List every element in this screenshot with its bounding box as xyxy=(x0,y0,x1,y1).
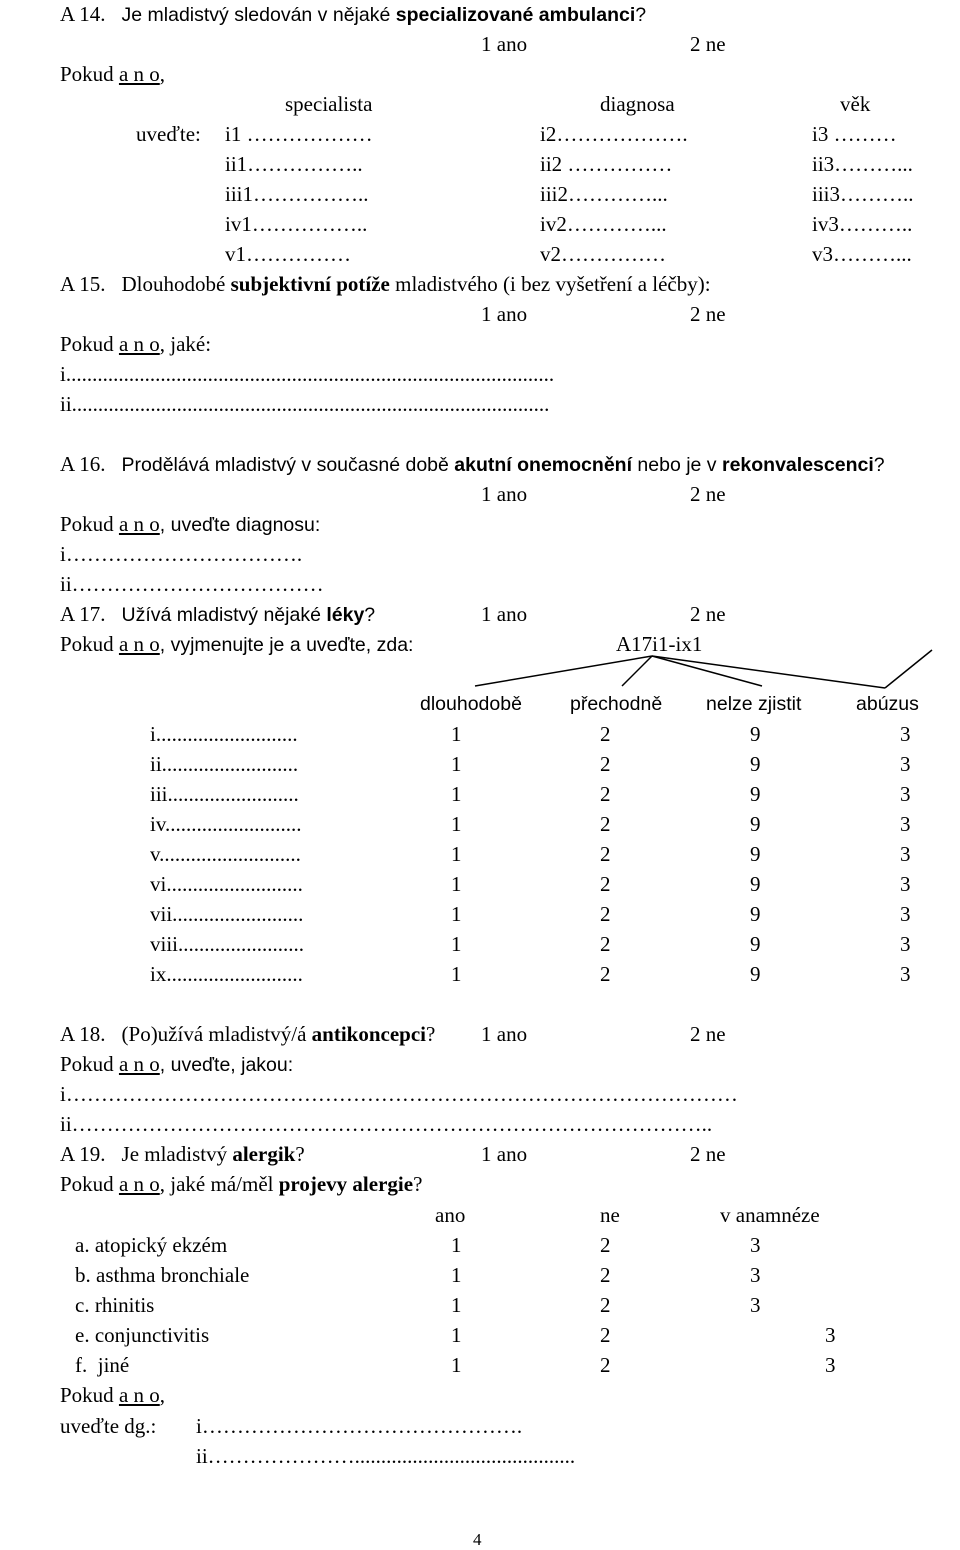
a16-option-yes[interactable]: 1 ano xyxy=(481,482,528,506)
a17-code-2[interactable]: 2 xyxy=(600,932,611,956)
a17-code-1[interactable]: 1 xyxy=(451,902,462,926)
a17-code-3[interactable]: 3 xyxy=(900,722,911,746)
a17-code-2[interactable]: 2 xyxy=(600,752,611,776)
a15-answer-line[interactable]: ii........................................................................................... xyxy=(60,392,550,416)
a17-code-9[interactable]: 9 xyxy=(750,722,761,746)
a17-row-label[interactable]: viii........................ xyxy=(150,932,305,956)
a17-code-3[interactable]: 3 xyxy=(900,782,911,806)
a14-row-vek[interactable]: v3………... xyxy=(812,242,912,266)
a17-option-no[interactable]: 2 ne xyxy=(690,602,726,626)
a17-code-1[interactable]: 1 xyxy=(451,872,462,896)
a18-if-yes: Pokud a n o, uveďte, jakou: xyxy=(60,1052,294,1076)
a14-row-diagnosa[interactable]: ii2 …………… xyxy=(540,152,673,176)
a14-number: A 14. xyxy=(60,2,106,26)
a19-code-3[interactable]: 3 xyxy=(750,1293,761,1317)
a19-code-1[interactable]: 1 xyxy=(451,1323,462,1347)
a16-option-no[interactable]: 2 ne xyxy=(690,482,726,506)
a19-code-3[interactable]: 3 xyxy=(825,1323,836,1347)
a17-code-9[interactable]: 9 xyxy=(750,902,761,926)
a17-connector-lines xyxy=(0,0,960,720)
a17-col-dlouhodobe: dlouhodobě xyxy=(420,693,522,715)
a18-answer-line[interactable]: ii……………………………………………………………………………….. xyxy=(60,1112,713,1136)
a17-code-1[interactable]: 1 xyxy=(451,782,462,806)
a17-code-9[interactable]: 9 xyxy=(750,752,761,776)
a17-code-1[interactable]: 1 xyxy=(451,812,462,836)
a17-code-9[interactable]: 9 xyxy=(750,932,761,956)
a17-code-3[interactable]: 3 xyxy=(900,872,911,896)
a14-row-vek[interactable]: ii3………... xyxy=(812,152,913,176)
a15-option-yes[interactable]: 1 ano xyxy=(481,302,528,326)
page-number: 4 xyxy=(473,1530,482,1549)
a19-code-2[interactable]: 2 xyxy=(600,1293,611,1317)
a17-col-prechodne: přechodně xyxy=(570,693,663,715)
a14-row-diagnosa[interactable]: iii2…………... xyxy=(540,182,668,206)
a14-col-specialista: specialista xyxy=(285,92,373,116)
a19-row-label: a. atopický ekzém xyxy=(75,1233,228,1257)
a17-if-yes: Pokud a n o, vyjmenujte je a uveďte, zda: xyxy=(60,632,414,656)
a14-col-diagnosa: diagnosa xyxy=(600,92,675,116)
a18-option-no[interactable]: 2 ne xyxy=(690,1022,726,1046)
a17-code-1[interactable]: 1 xyxy=(451,722,462,746)
a19-row-label: c. rhinitis xyxy=(75,1293,155,1317)
a15-option-no[interactable]: 2 ne xyxy=(690,302,726,326)
a17-code-2[interactable]: 2 xyxy=(600,872,611,896)
a17-code-1[interactable]: 1 xyxy=(451,842,462,866)
a16-question: A 16. Prodělává mladistvý v současné době akutní onemocnění nebo je v rekonvalescenci? xyxy=(60,452,885,476)
a19-row-label: e. conjunctivitis xyxy=(75,1323,210,1347)
a19-col-ano: ano xyxy=(435,1203,466,1227)
a17-row-label[interactable]: v........................... xyxy=(150,842,301,866)
a19-code-1[interactable]: 1 xyxy=(451,1233,462,1257)
a14-row-specialista[interactable]: i1 ……………… xyxy=(225,122,373,146)
a19-option-yes[interactable]: 1 ano xyxy=(481,1142,528,1166)
a15-answer-line[interactable]: i............................................................................................. xyxy=(60,362,555,386)
a17-code-2[interactable]: 2 xyxy=(600,842,611,866)
a17-question: A 17. Užívá mladistvý nějaké léky? xyxy=(60,602,376,626)
a17-code-2[interactable]: 2 xyxy=(600,782,611,806)
a17-code-3[interactable]: 3 xyxy=(900,902,911,926)
a17-row-label[interactable]: iv.......................... xyxy=(150,812,302,836)
a17-code-2[interactable]: 2 xyxy=(600,722,611,746)
a17-code-1[interactable]: 1 xyxy=(451,962,462,986)
a17-code-2[interactable]: 2 xyxy=(600,902,611,926)
a15-if-yes: Pokud a n o, jaké: xyxy=(60,332,212,356)
a15-question: A 15. Dlouhodobé subjektivní potíže mladistvého (i bez vyšetření a léčby): xyxy=(60,272,711,296)
a17-row-label[interactable]: iii......................... xyxy=(150,782,299,806)
a17-code-1[interactable]: 1 xyxy=(451,752,462,776)
a19-code-2[interactable]: 2 xyxy=(600,1323,611,1347)
a14-option-no[interactable]: 2 ne xyxy=(690,32,726,56)
a16-answer-line[interactable]: ii……………………………… xyxy=(60,572,324,596)
a19-row-label: f. jiné xyxy=(75,1353,130,1377)
a17-code-1[interactable]: 1 xyxy=(451,932,462,956)
a18-option-yes[interactable]: 1 ano xyxy=(481,1022,528,1046)
a19-code-1[interactable]: 1 xyxy=(451,1353,462,1377)
a18-answer-line[interactable]: i…………………………………………………………………………………… xyxy=(60,1082,738,1106)
a14-if-yes: Pokud a n o, xyxy=(60,62,166,86)
a17-row-label[interactable]: vi.......................... xyxy=(150,872,303,896)
a19-uvedte-dg-label: uveďte dg.: xyxy=(60,1414,157,1438)
a14-option-yes[interactable]: 1 ano xyxy=(481,32,528,56)
a17-row-label[interactable]: ii.......................... xyxy=(150,752,299,776)
a14-row-diagnosa[interactable]: iv2…………... xyxy=(540,212,667,236)
a17-row-label[interactable]: i........................... xyxy=(150,722,298,746)
a14-col-vek: věk xyxy=(840,92,871,116)
a17-code-2[interactable]: 2 xyxy=(600,962,611,986)
a19-code-3[interactable]: 3 xyxy=(750,1263,761,1287)
a14-question: A 14. Je mladistvý sledován v nějaké specializované ambulanci? xyxy=(60,2,647,26)
a19-option-no[interactable]: 2 ne xyxy=(690,1142,726,1166)
a14-row-specialista[interactable]: iii1…………….. xyxy=(225,182,369,206)
a16-answer-line[interactable]: i……………………………. xyxy=(60,542,303,566)
a14-row-diagnosa[interactable]: i2………………. xyxy=(540,122,688,146)
a17-code-9[interactable]: 9 xyxy=(750,842,761,866)
a17-code-2[interactable]: 2 xyxy=(600,812,611,836)
a17-code-9[interactable]: 9 xyxy=(750,782,761,806)
a19-question: A 19. Je mladistvý alergik? xyxy=(60,1142,305,1166)
a19-dg-line[interactable]: ii………………….......................................... xyxy=(196,1444,576,1468)
a19-code-3[interactable]: 3 xyxy=(825,1353,836,1377)
a17-code-9[interactable]: 9 xyxy=(750,812,761,836)
a19-code-2[interactable]: 2 xyxy=(600,1263,611,1287)
a14-row-specialista[interactable]: iv1…………….. xyxy=(225,212,368,236)
a18-question: A 18. (Po)užívá mladistvý/á antikoncepci? xyxy=(60,1022,436,1046)
a14-row-specialista[interactable]: ii1…………….. xyxy=(225,152,363,176)
a17-col-abuzus: abúzus xyxy=(856,693,919,715)
a17-row-label[interactable]: vii......................... xyxy=(150,902,304,926)
a14-row-specialista[interactable]: v1…………… xyxy=(225,242,351,266)
a17-option-yes[interactable]: 1 ano xyxy=(481,602,528,626)
a17-code-3[interactable]: 3 xyxy=(900,932,911,956)
a17-code-3[interactable]: 3 xyxy=(900,812,911,836)
a16-if-yes: Pokud a n o, uveďte diagnosu: xyxy=(60,512,321,536)
a19-if-yes: Pokud a n o, jaké má/měl projevy alergie? xyxy=(60,1172,423,1196)
a14-row-vek[interactable]: iv3……….. xyxy=(812,212,913,236)
a14-row-vek[interactable]: i3 ……… xyxy=(812,122,897,146)
a17-col-nelze-zjistit: nelze zjistit xyxy=(706,693,802,715)
a19-col-anamneze: v anamnéze xyxy=(720,1203,820,1227)
a17-code-3[interactable]: 3 xyxy=(900,842,911,866)
a19-code-1[interactable]: 1 xyxy=(451,1263,462,1287)
a19-code-3[interactable]: 3 xyxy=(750,1233,761,1257)
a17-row-label[interactable]: ix.......................... xyxy=(150,962,303,986)
a17-code: A17i1-ix1 xyxy=(616,632,703,656)
a19-row-label: b. asthma bronchiale xyxy=(75,1263,250,1287)
a17-code-9[interactable]: 9 xyxy=(750,962,761,986)
a17-code-9[interactable]: 9 xyxy=(750,872,761,896)
a19-code-2[interactable]: 2 xyxy=(600,1233,611,1257)
a14-row-diagnosa[interactable]: v2…………… xyxy=(540,242,666,266)
a19-code-1[interactable]: 1 xyxy=(451,1293,462,1317)
a17-code-3[interactable]: 3 xyxy=(900,752,911,776)
a14-uvedte-label: uveďte: xyxy=(136,122,201,146)
a19-col-ne: ne xyxy=(600,1203,620,1227)
a19-dg-line[interactable]: i………………………………………. xyxy=(196,1414,523,1438)
a19-if-yes-2: Pokud a n o, xyxy=(60,1383,166,1407)
a14-row-vek[interactable]: iii3……….. xyxy=(812,182,914,206)
a19-code-2[interactable]: 2 xyxy=(600,1353,611,1377)
a17-code-3[interactable]: 3 xyxy=(900,962,911,986)
